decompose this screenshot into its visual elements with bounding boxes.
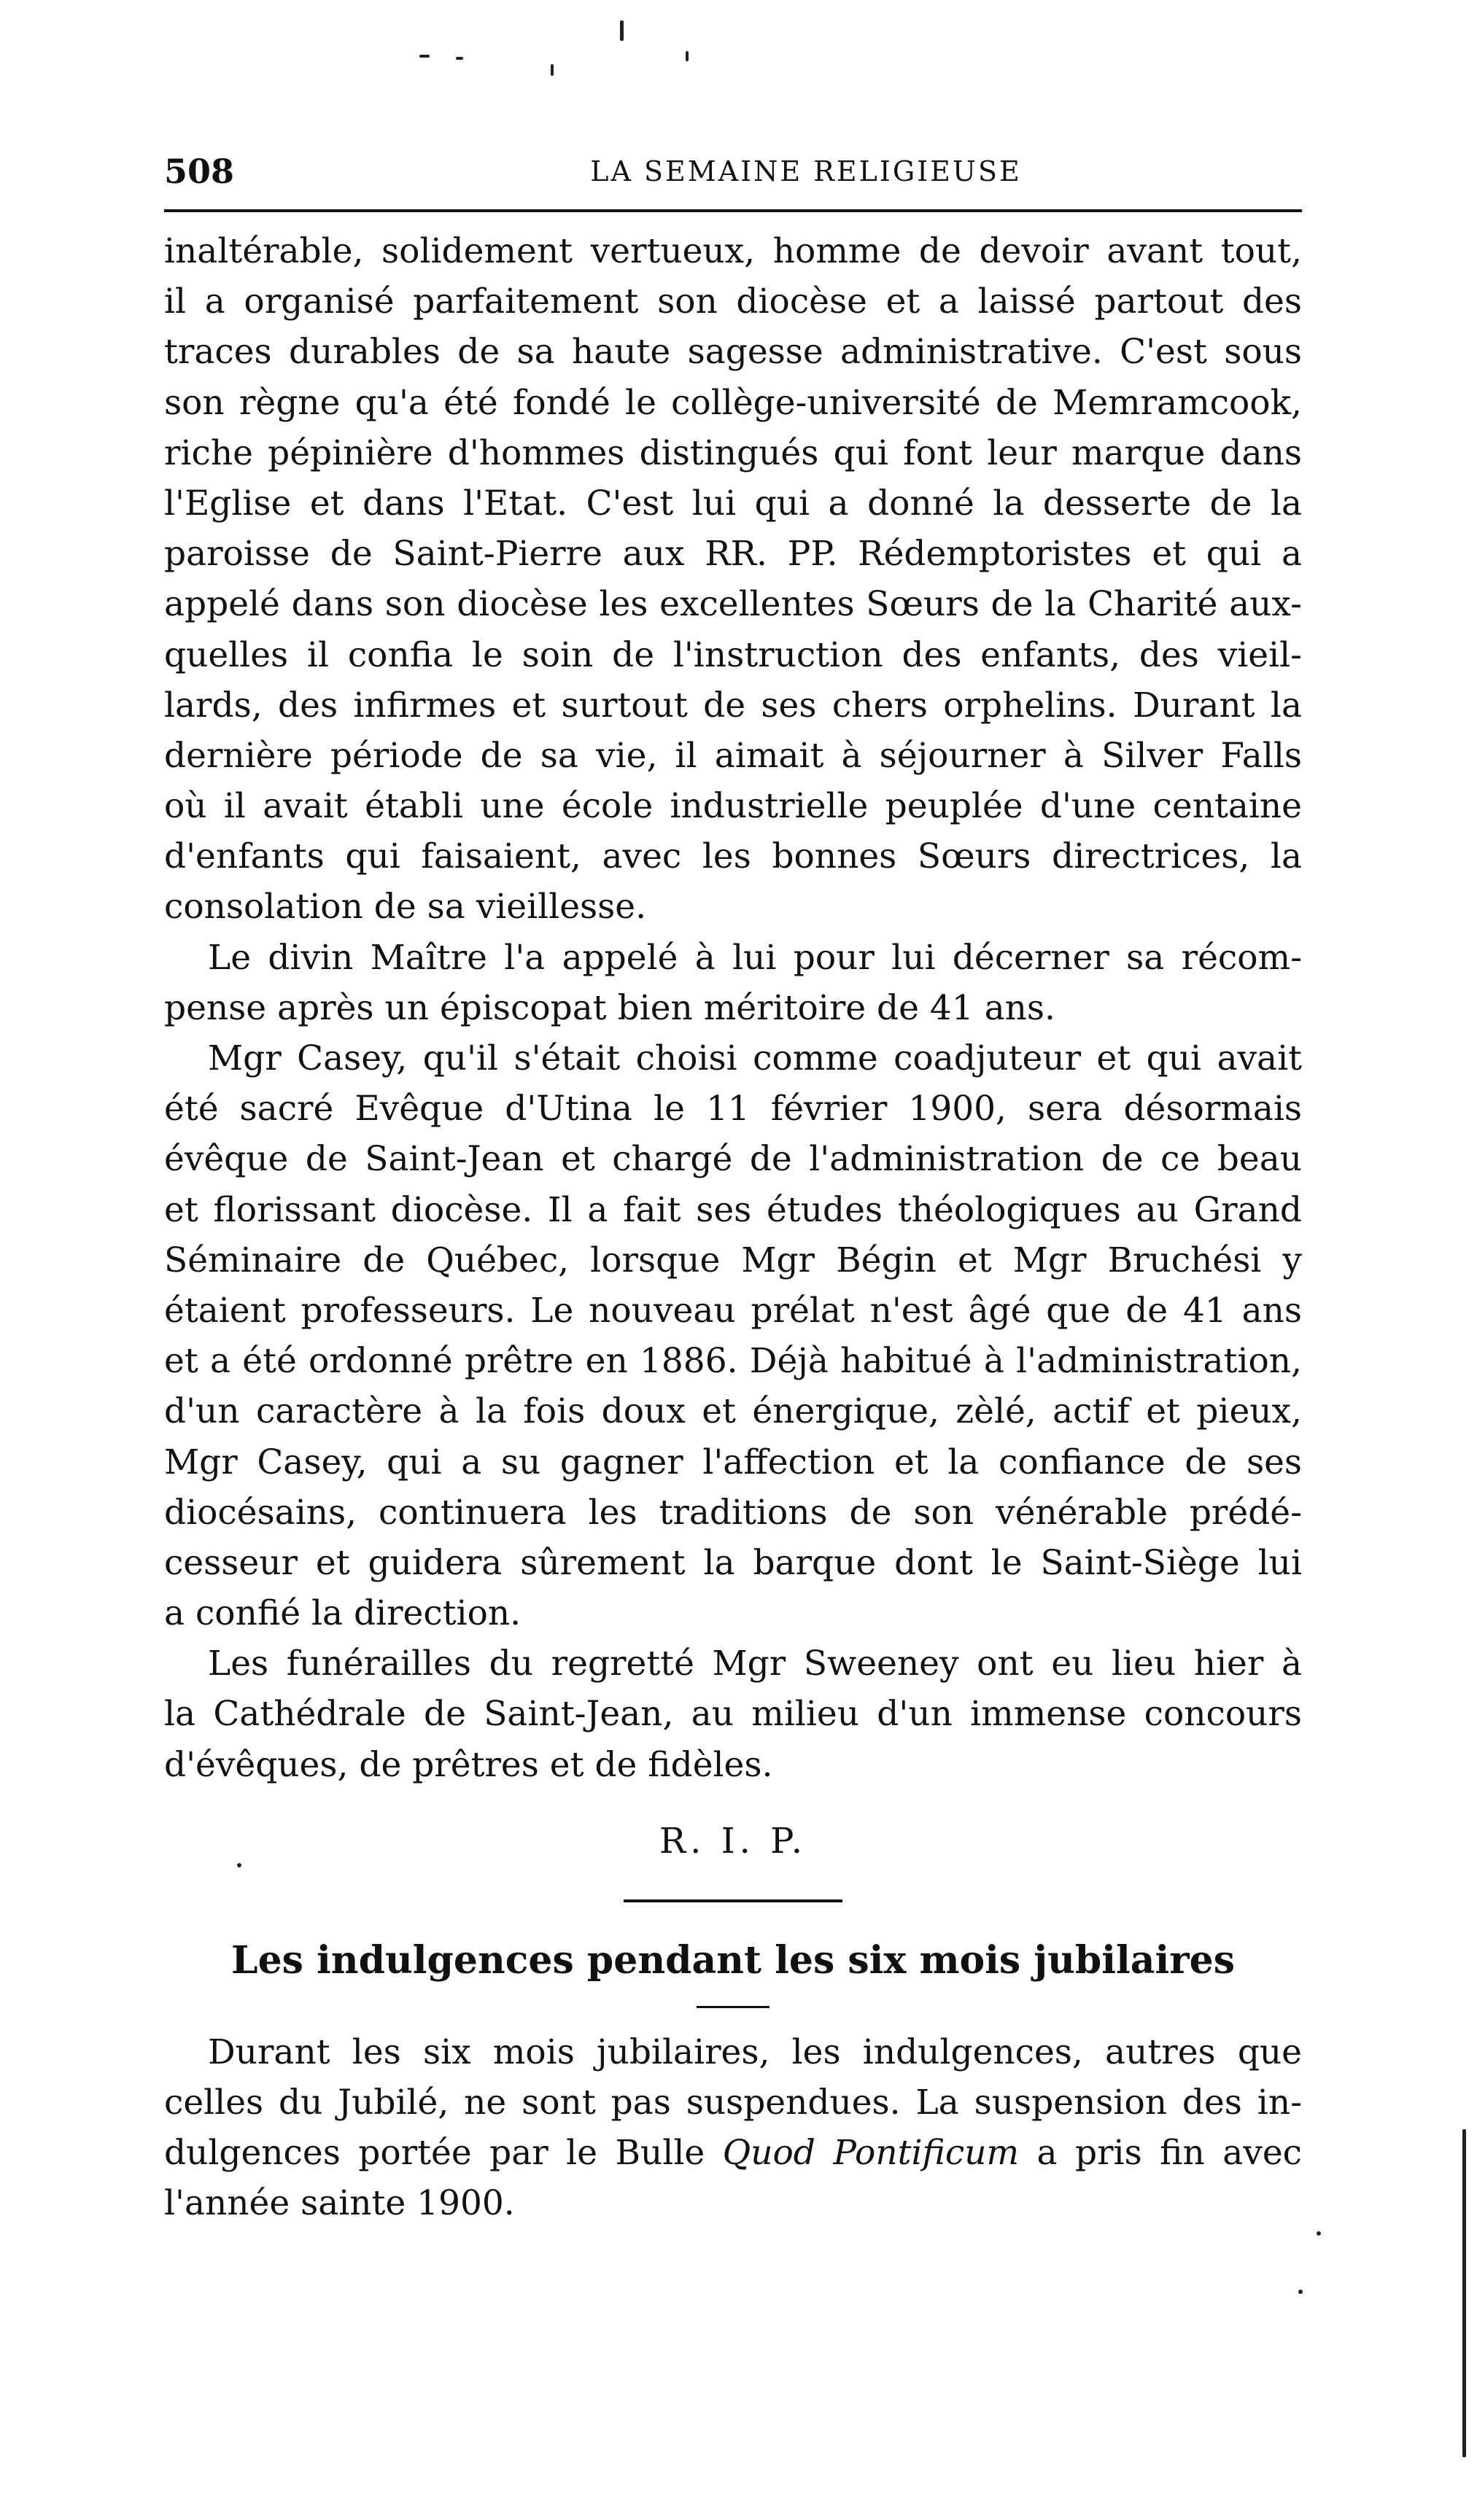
text-line: et a été ordonné prêtre en 1886. Déjà habitué à l'administration, — [164, 1341, 1302, 1382]
text-line: consolation de sa vieillesse. — [164, 887, 647, 928]
paragraph — [164, 226, 1302, 933]
paragraph — [164, 933, 1302, 1033]
rip-closing: R. I. P. — [659, 1820, 807, 1862]
running-title: LA SEMAINE RELIGIEUSE — [590, 155, 1022, 187]
text-line: d'évêques, de prêtres et de fidèles. — [164, 1744, 773, 1785]
scan-speck — [551, 64, 554, 76]
scan-speck — [1317, 2231, 1321, 2236]
text-line: quelles il confia le soin de l'instruction des enfants, des vieil- — [164, 634, 1302, 675]
text-line: Séminaire de Québec, lorsque Mgr Bégin et Mgr Bruchési y — [164, 1240, 1302, 1280]
text-line: pense après un épiscopat bien méritoire de 41 ans. — [164, 987, 1055, 1028]
text-line: dernière période de sa vie, il aimait à séjourner à Silver Falls — [164, 735, 1302, 776]
text-line: l'année sainte 1900. — [164, 2183, 515, 2224]
text-line: d'enfants qui faisaient, avec les bonnes Sœurs directrices, la — [164, 836, 1302, 877]
text-segment: dulgences portée par le Bulle — [164, 2133, 723, 2174]
text-line: Mgr Casey, qu'il s'était choisi comme coadjuteur et qui avait — [208, 1038, 1302, 1078]
page-header — [164, 149, 1302, 193]
text-line: appelé dans son diocèse les excellentes Sœurs de la Charité aux- — [164, 584, 1302, 625]
page-number: 508 — [164, 152, 235, 191]
text-line: Le divin Maître l'a appelé à lui pour lui décerner sa récom- — [208, 937, 1302, 978]
scan-speck — [620, 20, 624, 41]
text-line: paroisse de Saint-Pierre aux RR. PP. Rédemptoristes et qui a — [164, 534, 1302, 575]
scan-speck — [686, 51, 689, 61]
text-line: Mgr Casey, qui a su gagner l'affection et la confiance de ses — [164, 1442, 1302, 1482]
text-line: Durant les six mois jubilaires, les indulgences, autres que — [208, 2031, 1302, 2072]
text-line: riche pépinière d'hommes distingués qui font leur marque dans — [164, 432, 1302, 473]
text-line: lards, des infirmes et surtout de ses chers orphelins. Durant la — [164, 685, 1302, 726]
scan-speck — [1462, 2129, 1466, 2457]
section-title: Les indulgences pendant les six mois jubilaires — [231, 1937, 1235, 1983]
text-line: il a organisé parfaitement son diocèse et a laissé partout des — [164, 281, 1302, 322]
header-rule — [164, 209, 1302, 212]
paragraph — [164, 1033, 1302, 1638]
text-line: son règne qu'a été fondé le collège-université de Memramcook, — [164, 382, 1302, 423]
text-line: où il avait établi une école industrielle peuplée d'une centaine — [164, 786, 1302, 827]
text-line: été sacré Evêque d'Utina le 11 février 1900, sera désormais — [164, 1089, 1302, 1129]
text-line: d'un caractère à la fois doux et énergique, zèlé, actif et pieux, — [164, 1391, 1302, 1432]
scan-speck — [1298, 2290, 1303, 2294]
text-line: a confié la direction. — [164, 1593, 522, 1634]
text-segment: a pris fin avec — [1019, 2133, 1302, 2174]
paragraph — [164, 2027, 1302, 2229]
paragraph — [164, 1638, 1302, 1790]
text-line: inaltérable, solidement vertueux, homme de devoir avant tout, — [164, 231, 1302, 271]
text-line: traces durables de sa haute sagesse administrative. C'est sous — [164, 332, 1302, 373]
text-line: celles du Jubilé, ne sont pas suspendues. La suspension des in- — [164, 2082, 1302, 2123]
body-text — [164, 226, 1302, 2229]
text-line: la Cathédrale de Saint-Jean, au milieu d'un immense concours — [164, 1694, 1302, 1735]
text-line: Les funérailles du regretté Mgr Sweeney ont eu lieu hier à — [208, 1644, 1302, 1684]
text-line: diocésains, continuera les traditions de son vénérable prédé- — [164, 1492, 1302, 1533]
latin-title: Quod Pontificum — [722, 2133, 1020, 2174]
scan-speck — [456, 57, 463, 60]
text-line — [164, 2128, 1302, 2178]
text-line: cesseur et guidera sûrement la barque dont le Saint-Siège lui — [164, 1542, 1302, 1583]
text-line: étaient professeurs. Le nouveau prélat n'est âgé que de 41 ans — [164, 1290, 1302, 1331]
text-line: l'Eglise et dans l'Etat. C'est lui qui a donné la desserte de la — [164, 483, 1302, 524]
text-line: évêque de Saint-Jean et chargé de l'administration de ce beau — [164, 1139, 1302, 1180]
text-line: et florissant diocèse. Il a fait ses études théologiques au Grand — [164, 1189, 1302, 1230]
scan-speck — [419, 55, 430, 58]
